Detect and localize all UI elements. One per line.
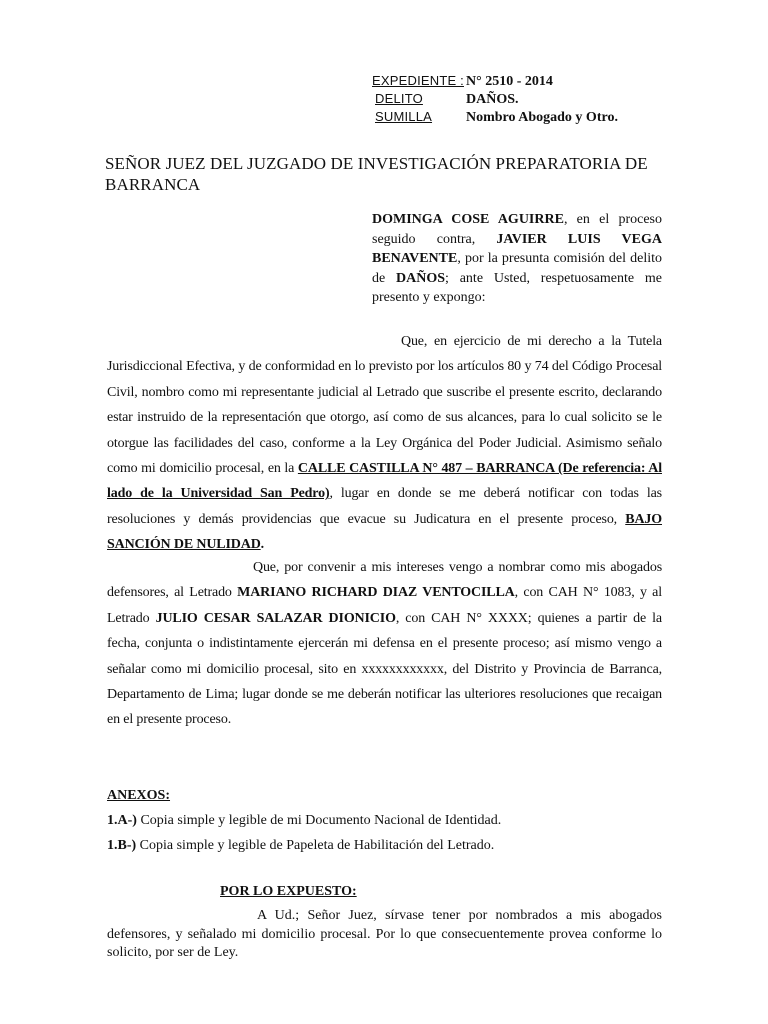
closing-title: POR LO EXPUESTO:	[220, 884, 357, 899]
annex-text: Copia simple y legible de mi Documento Nacional de Identidad.	[136, 813, 502, 828]
annex-code: 1.B-)	[107, 838, 137, 853]
intro-text-1: , en el proceso seguido contra,	[372, 212, 662, 247]
sumilla-label: SUMILLA	[375, 109, 433, 124]
case-header	[372, 72, 618, 126]
paragraph-lawyers	[107, 555, 662, 733]
expediente-label: EXPEDIENTE :	[372, 73, 464, 88]
para2-text-3: , con CAH N° XXXX; quienes a partir de la fecha, conjunta o indistintamente ejercerán mi defensa en el presente proceso; así mismo vengo a señalar como mi domicilio procesal, sito en xxxxxxxxxxxx, del Distrito y Provincia de Barranca, Departamento de Lima; lugar donde se me deberán notificar las ulteriores resoluciones que recaigan en el presente proceso.	[107, 610, 662, 728]
para2-text-2: , con CAH N° 1083, y al Letrado	[107, 585, 662, 626]
delito-label: DELITO	[375, 91, 423, 106]
para1-text-3: .	[260, 537, 265, 553]
sumilla-row	[372, 108, 618, 126]
procedural-address: CALLE CASTILLA N° 487 – BARRANCA (De referencia: Al lado de la Universidad San Pedro)	[107, 461, 662, 502]
intro-text-2: , por la presunta comisión del delito de	[372, 251, 662, 286]
paragraph-representation	[107, 329, 662, 558]
crime-name: DAÑOS	[396, 270, 446, 286]
para1-text-2: , lugar en donde se me deberá notificar con todas las resoluciones y demás providencias que evacue su Judicatura en el presente proceso,	[107, 486, 662, 527]
annex-text: Copia simple y legible de Papeleta de Habilitación del Letrado.	[136, 838, 495, 853]
para1-text-1: Que, en ejercicio de mi derecho a la Tutela Jurisdiccional Efectiva, y de conformidad en lo previsto por los artículos 80 y 74 del Código Procesal Civil, nombro como mi representante judicial al Letrado que suscribe el presente escrito, declarando estar instruido de la representación que otorgo, así como de sus alcances, para lo cual solicito se le otorgue las facilidades del caso, conforme a la Ley Orgánica del Poder Judicial. Asimismo señalo como mi domicilio procesal, en la	[107, 334, 662, 477]
delito-value: DAÑOS.	[466, 92, 519, 107]
lawyer-1-name: MARIANO RICHARD DIAZ VENTOCILLA	[237, 585, 515, 601]
expediente-value: N° 2510 - 2014	[466, 74, 553, 89]
annex-item	[107, 808, 662, 833]
expediente-row	[372, 72, 618, 90]
intro-text-3: ; ante Usted, respetuosamente me presento y expongo:	[372, 270, 662, 306]
sanction-text: BAJO SANCIÓN DE NULIDAD	[107, 511, 662, 553]
annex-item	[107, 833, 662, 858]
annex-code: 1.A-)	[107, 813, 137, 828]
intro-paragraph	[372, 210, 662, 308]
defendant-name: JAVIER LUIS VEGA BENAVENTE	[372, 231, 662, 267]
addressee-title: SEÑOR JUEZ DEL JUZGADO DE INVESTIGACIÓN PREPARATORIA DE BARRANCA	[105, 154, 648, 194]
annexes-title: ANEXOS:	[107, 788, 171, 803]
plaintiff-name: DOMINGA COSE AGUIRRE	[372, 212, 564, 227]
closing-text: A Ud.; Señor Juez, sírvase tener por nombrados a mis abogados defensores, y señalado mi domicilio procesal. Por lo que consecuentemente provea conforme lo solicito, por ser de Ley.	[107, 908, 662, 961]
annexes-section	[107, 783, 662, 858]
lawyer-2-name: JULIO CESAR SALAZAR DIONICIO	[155, 610, 396, 626]
sumilla-value: Nombro Abogado y Otro.	[466, 110, 618, 125]
para2-text-1: Que, por convenir a mis intereses vengo a nombrar como mis abogados defensores, al Letrado	[107, 560, 662, 601]
closing-paragraph	[107, 907, 662, 963]
delito-row	[372, 90, 618, 108]
